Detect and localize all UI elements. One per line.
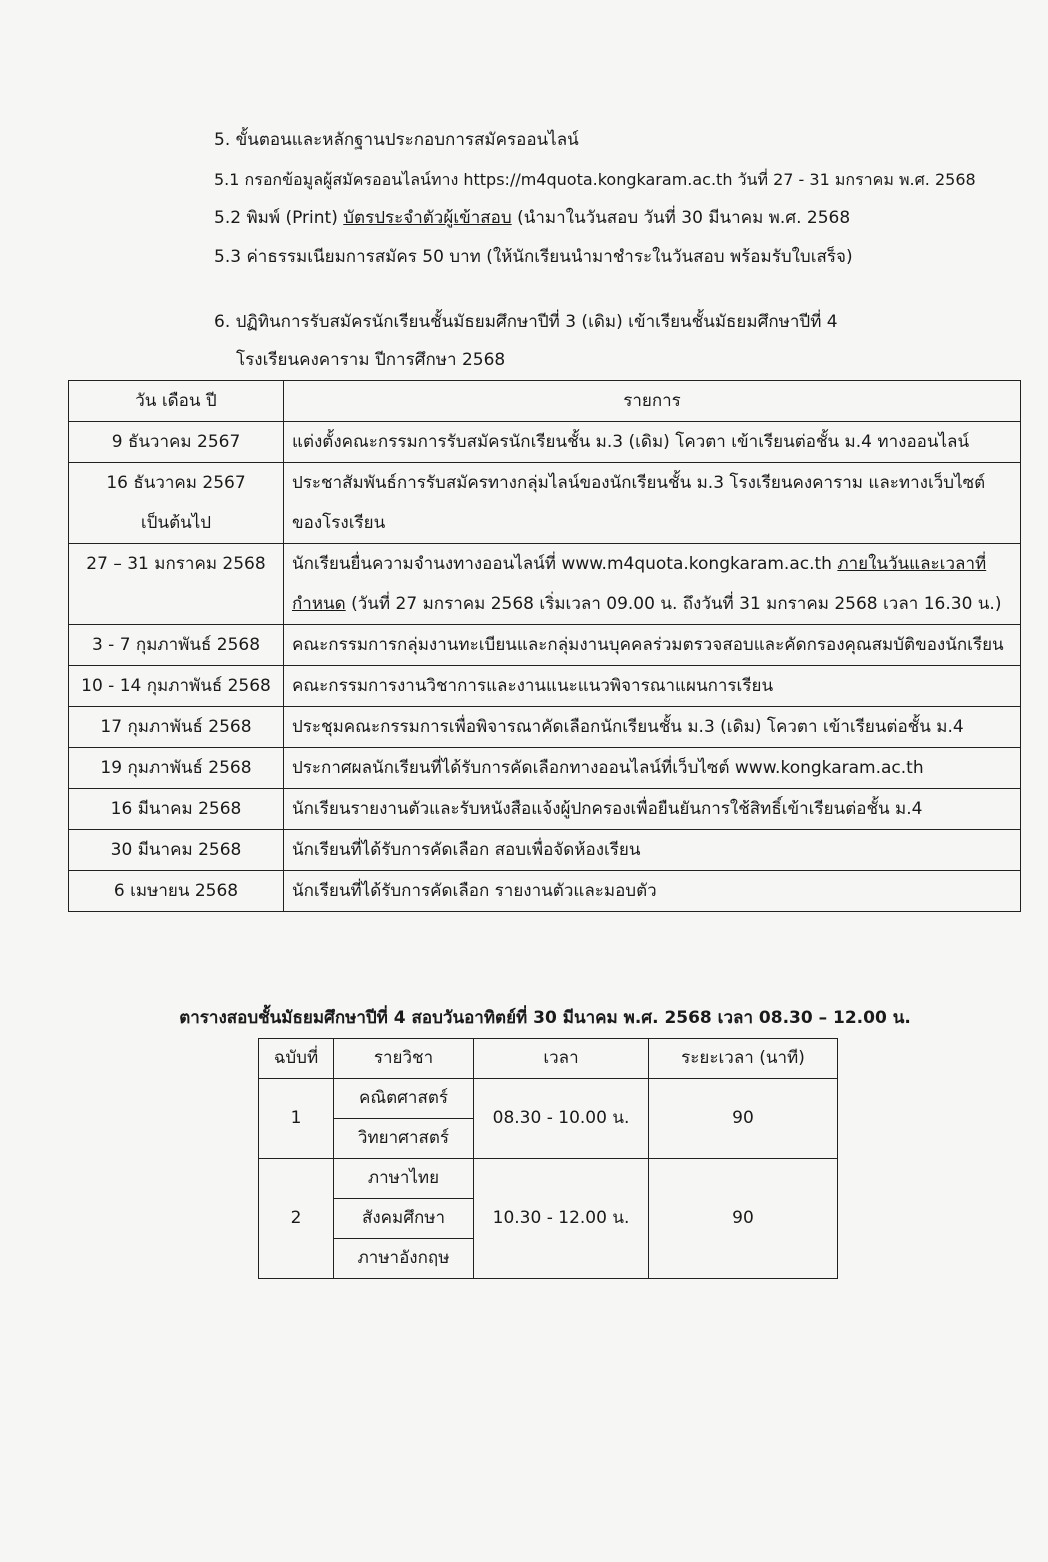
- header-duration: ระยะเวลา (นาที): [649, 1039, 838, 1079]
- exam-time: 10.30 - 12.00 น.: [474, 1159, 649, 1279]
- row-date: 6 เมษายน 2568: [69, 871, 284, 912]
- row-date: 19 กุมภาพันธ์ 2568: [69, 748, 284, 789]
- header-date: วัน เดือน ปี: [69, 381, 284, 422]
- table-row: [69, 871, 1021, 912]
- header-paper-no: ฉบับที่: [259, 1039, 334, 1079]
- subject: สังคมศึกษา: [334, 1199, 474, 1239]
- row-date-line2: เป็นต้นไป: [140, 513, 212, 533]
- header-item: รายการ: [284, 381, 1021, 422]
- table-row: [69, 625, 1021, 666]
- exam-time: 08.30 - 10.00 น.: [474, 1079, 649, 1159]
- row-item: ประชาสัมพันธ์การรับสมัครทางกลุ่มไลน์ของนักเรียนชั้น ม.3 โรงเรียนคงคาราม และทางเว็บไซต์ของโรงเรียน: [284, 463, 1021, 544]
- section-5-heading: 5. ขั้นตอนและหลักฐานประกอบการสมัครออนไลน์: [214, 130, 579, 150]
- table-header-row: [69, 381, 1021, 422]
- step-5-2: [214, 206, 850, 230]
- row-item: ประชุมคณะกรรมการเพื่อพิจารณาคัดเลือกนักเรียนชั้น ม.3 (เดิม) โควตา เข้าเรียนต่อชั้น ม.4: [284, 707, 1021, 748]
- row-item: [284, 544, 1021, 625]
- header-subject: รายวิชา: [334, 1039, 474, 1079]
- exam-schedule-title: ตารางสอบชั้นมัธยมศึกษาปีที่ 4 สอบวันอาทิตย์ที่ 30 มีนาคม พ.ศ. 2568 เวลา 08.30 – 12.00 น.: [179, 1008, 911, 1028]
- row-item: นักเรียนรายงานตัวและรับหนังสือแจ้งผู้ปกครองเพื่อยืนยันการใช้สิทธิ์เข้าเรียนต่อชั้น ม.4: [284, 789, 1021, 830]
- exam-duration: 90: [649, 1159, 838, 1279]
- exam-duration: 90: [649, 1079, 838, 1159]
- row-date: 9 ธันวาคม 2567: [69, 422, 284, 463]
- table-row: [69, 422, 1021, 463]
- row-date: 16 มีนาคม 2568: [69, 789, 284, 830]
- row-item: นักเรียนที่ได้รับการคัดเลือก สอบเพื่อจัดห้องเรียน: [284, 830, 1021, 871]
- table-row: [69, 463, 1021, 544]
- row-date: 27 – 31 มกราคม 2568: [69, 544, 284, 625]
- row-item: ประกาศผลนักเรียนที่ได้รับการคัดเลือกทางออนไลน์ที่เว็บไซต์ www.kongkaram.ac.th: [284, 748, 1021, 789]
- row-date: 3 - 7 กุมภาพันธ์ 2568: [69, 625, 284, 666]
- table-row: [69, 748, 1021, 789]
- subject: ภาษาอังกฤษ: [334, 1239, 474, 1279]
- step-5-2-prefix: 5.2 พิมพ์ (Print): [214, 208, 344, 228]
- row-date: 30 มีนาคม 2568: [69, 830, 284, 871]
- subject: คณิตศาสตร์: [334, 1079, 474, 1119]
- section-6-heading: 6. ปฏิทินการรับสมัครนักเรียนชั้นมัธยมศึกษาปีที่ 3 (เดิม) เข้าเรียนชั้นมัธยมศึกษาปีที่ 4: [214, 312, 838, 332]
- table-row: [69, 707, 1021, 748]
- header-time: เวลา: [474, 1039, 649, 1079]
- row-item: คณะกรรมการงานวิชาการและงานแนะแนวพิจารณาแผนการเรียน: [284, 666, 1021, 707]
- row-item-text: นักเรียนยื่นความจำนงทางออนไลน์ที่ www.m4quota.kongkaram.ac.th: [292, 554, 838, 574]
- row-date: 10 - 14 กุมภาพันธ์ 2568: [69, 666, 284, 707]
- step-5-2-suffix: (นำมาในวันสอบ วันที่ 30 มีนาคม พ.ศ. 2568: [511, 208, 851, 228]
- row-date-line1: 16 ธันวาคม 2567: [106, 473, 246, 493]
- row-date: 17 กุมภาพันธ์ 2568: [69, 707, 284, 748]
- table-row: [259, 1079, 838, 1119]
- table-row: [69, 830, 1021, 871]
- row-item: คณะกรรมการกลุ่มงานทะเบียนและกลุ่มงานบุคคลร่วมตรวจสอบและคัดกรองคุณสมบัติของนักเรียน: [284, 625, 1021, 666]
- paper-no: 2: [259, 1159, 334, 1279]
- subject: วิทยาศาสตร์: [334, 1119, 474, 1159]
- row-item: นักเรียนที่ได้รับการคัดเลือก รายงานตัวและมอบตัว: [284, 871, 1021, 912]
- row-item: แต่งตั้งคณะกรรมการรับสมัครนักเรียนชั้น ม.3 (เดิม) โควตา เข้าเรียนต่อชั้น ม.4 ทางออนไลน์: [284, 422, 1021, 463]
- row-date: [69, 463, 284, 544]
- table-header-row: [259, 1039, 838, 1079]
- step-5-2-underlined: บัตรประจำตัวผู้เข้าสอบ: [343, 208, 512, 228]
- section-6-subheading: โรงเรียนคงคาราม ปีการศึกษา 2568: [236, 350, 506, 370]
- row-item-underlined: ภายในวันและเวลาที่กำหนด: [292, 554, 987, 614]
- table-row: [69, 789, 1021, 830]
- row-item-suffix: (วันที่ 27 มกราคม 2568 เริ่มเวลา 09.00 น. ถึงวันที่ 31 มกราคม 2568 เวลา 16.30 น.): [345, 594, 1002, 614]
- paper-no: 1: [259, 1079, 334, 1159]
- step-5-3: 5.3 ค่าธรรมเนียมการสมัคร 50 บาท (ให้นักเรียนนำมาชำระในวันสอบ พร้อมรับใบเสร็จ): [214, 247, 853, 267]
- step-5-1: 5.1 กรอกข้อมูลผู้สมัครออนไลน์ทาง https://m4quota.kongkaram.ac.th วันที่ 27 - 31 มกราคม พ.ศ. 2568: [214, 170, 976, 189]
- exam-schedule-table: [258, 1038, 838, 1279]
- table-row: [69, 544, 1021, 625]
- table-row: [259, 1159, 838, 1199]
- subject: ภาษาไทย: [334, 1159, 474, 1199]
- table-row: [69, 666, 1021, 707]
- admission-calendar-table: [68, 380, 1021, 912]
